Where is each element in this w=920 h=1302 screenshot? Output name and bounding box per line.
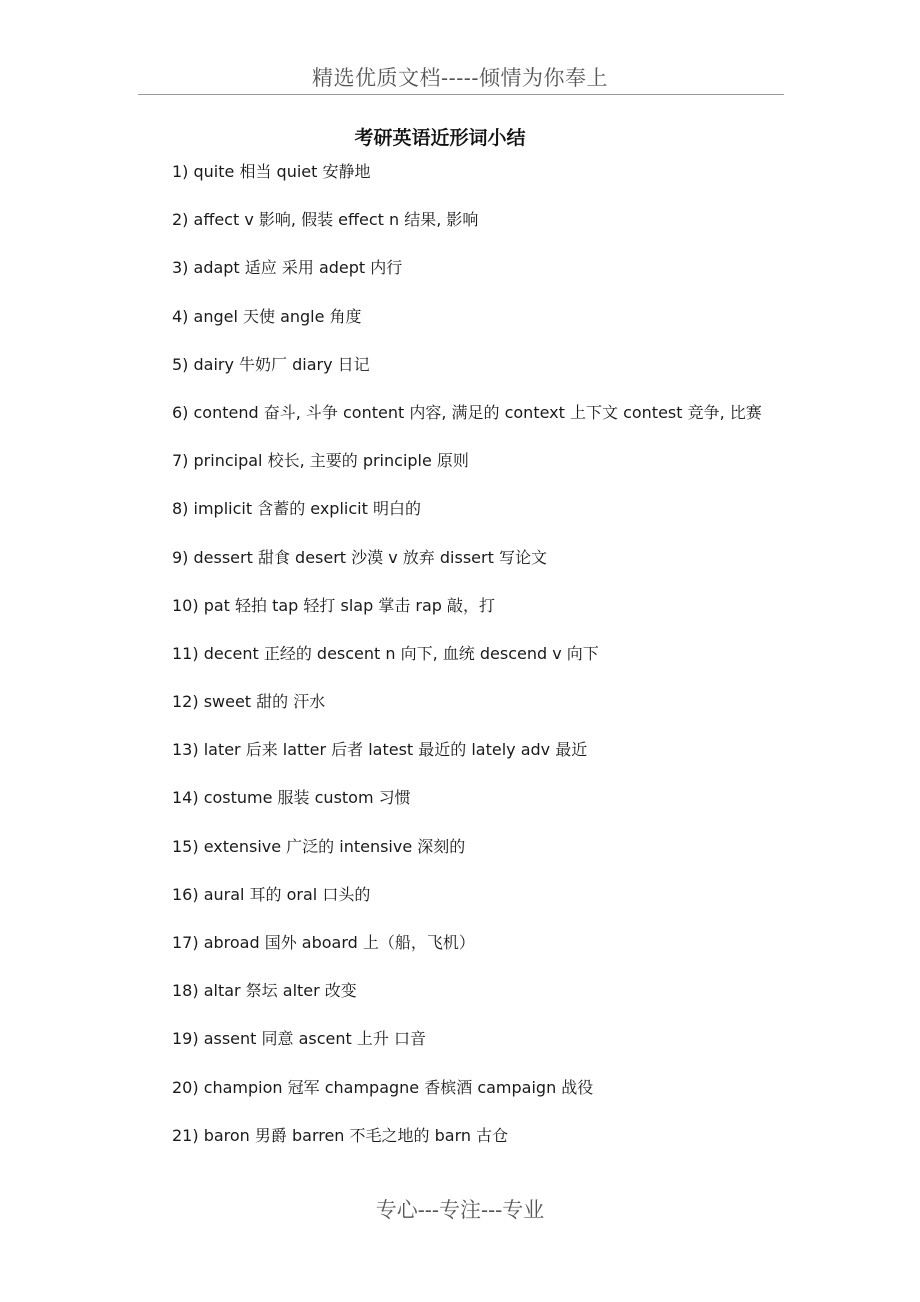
word-list (172, 160, 872, 1172)
list-item: 10) pat 轻拍 tap 轻打 slap 掌击 rap 敲，打 (172, 595, 496, 615)
list-item: 3) adapt 适应 采用 adept 内行 (172, 258, 403, 278)
list-item: 11) decent 正经的 descent n 向下, 血统 descend v 向下 (172, 643, 599, 663)
page-header: 精选优质文档-----倾情为你奉上 (312, 66, 608, 90)
page-footer: 专心---专注---专业 (375, 1198, 545, 1222)
list-item: 19) assent 同意 ascent 上升 口音 (172, 1029, 426, 1049)
list-item: 13) later 后来 latter 后者 latest 最近的 lately adv 最近 (172, 740, 588, 760)
list-item: 16) aural 耳的 oral 口头的 (172, 884, 371, 904)
list-item: 17) abroad 国外 aboard 上（船，飞机） (172, 933, 475, 952)
list-item: 8) implicit 含蓄的 explicit 明白的 (172, 499, 421, 519)
list-item: 21) baron 男爵 barren 不毛之地的 barn 古仓 (172, 1125, 509, 1145)
list-item: 14) costume 服装 custom 习惯 (172, 788, 411, 808)
list-item: 5) dairy 牛奶厂 diary 日记 (172, 354, 370, 374)
list-item: 9) dessert 甜食 desert 沙漠 v 放弃 dissert 写论文 (172, 547, 547, 567)
document-title: 考研英语近形词小结 (354, 127, 526, 149)
list-item: 6) contend 奋斗, 斗争 content 内容, 满足的 context 上下文 contest 竞争, 比赛 (172, 402, 762, 422)
list-item: 7) principal 校长, 主要的 principle 原则 (172, 451, 469, 471)
list-item: 4) angel 天使 angle 角度 (172, 306, 362, 326)
list-item: 1) quite 相当 quiet 安静地 (172, 162, 371, 181)
list-item: 15) extensive 广泛的 intensive 深刻的 (172, 836, 466, 856)
header-divider (138, 94, 784, 95)
list-item: 12) sweet 甜的 汗水 (172, 692, 326, 712)
list-item: 2) affect v 影响, 假装 effect n 结果, 影响 (172, 210, 479, 230)
list-item: 20) champion 冠军 champagne 香槟酒 campaign 战役 (172, 1077, 594, 1097)
list-item: 18) altar 祭坛 alter 改变 (172, 981, 357, 1001)
